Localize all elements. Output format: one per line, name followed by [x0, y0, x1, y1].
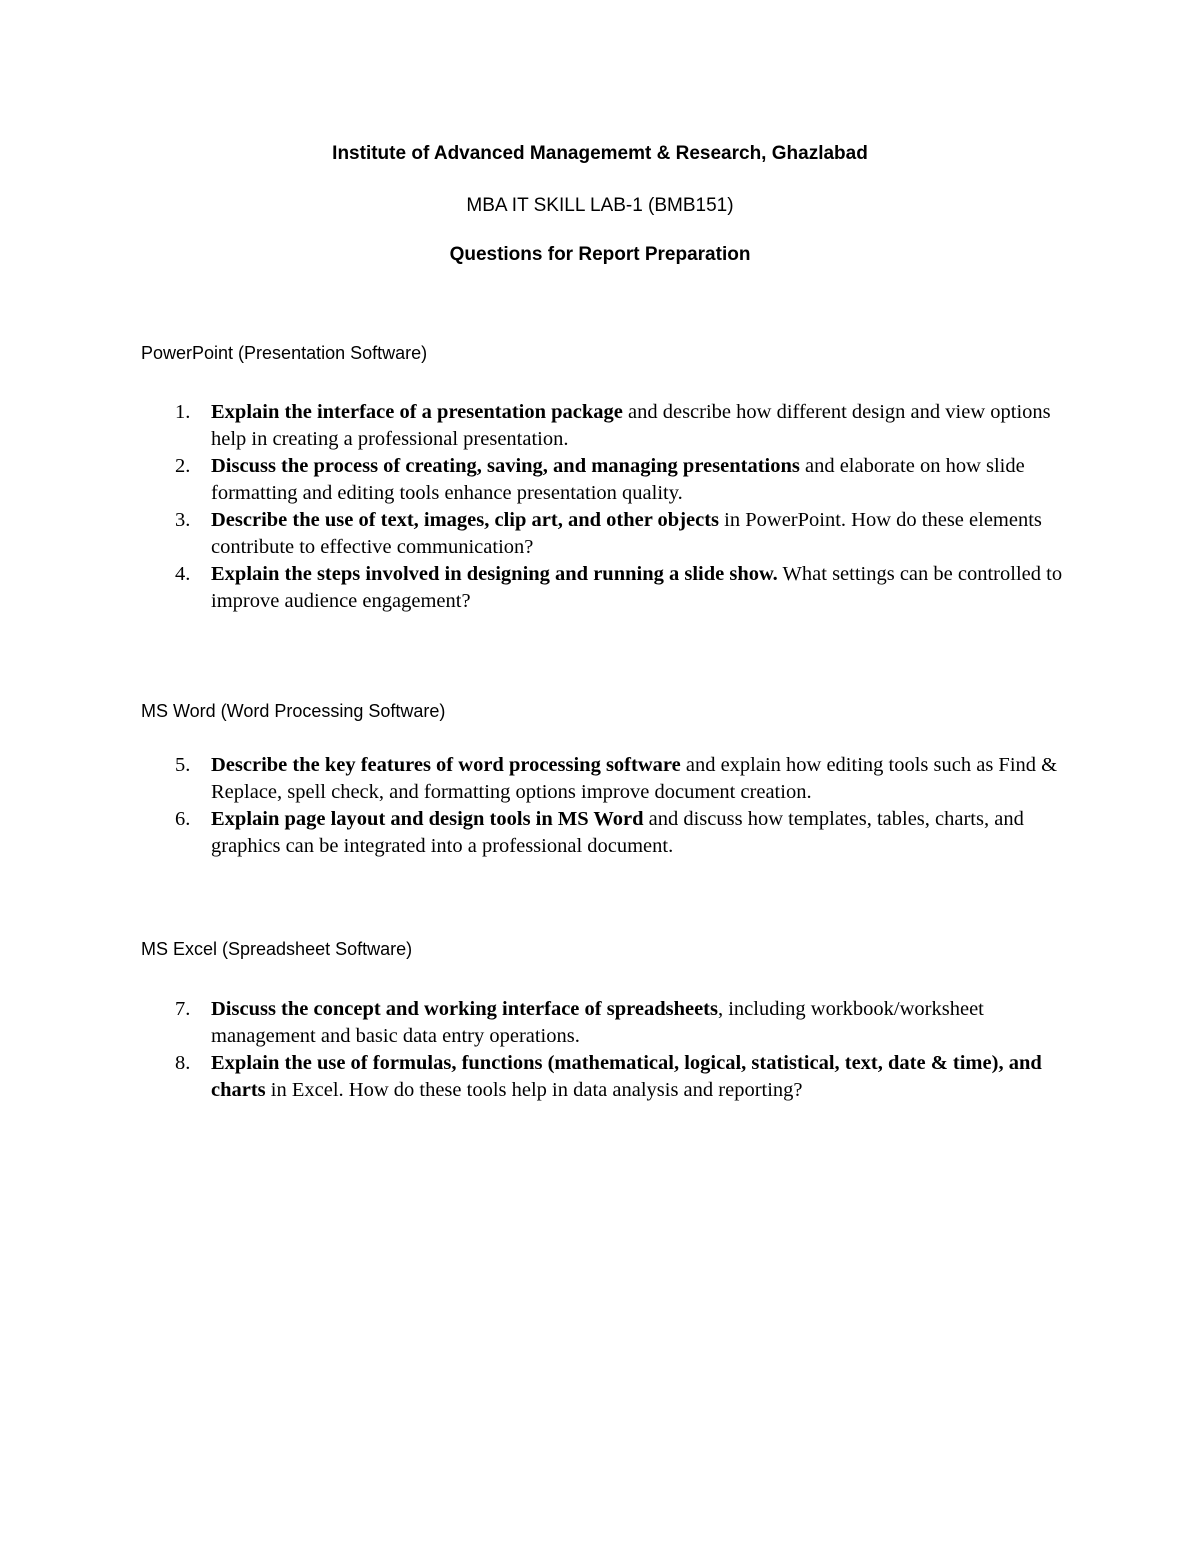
question-number: 1.	[175, 401, 191, 423]
question-text: in PowerPoint. How do these elements contribute to effective communication?	[211, 509, 1042, 558]
question-number: 4.	[175, 563, 191, 585]
question-text: and explain how editing tools such as Find & Replace, spell check, and formatting options improve document creation.	[211, 754, 1058, 803]
question-item	[171, 806, 1076, 860]
question-text: and describe how different design and view options help in creating a professional presentation.	[211, 401, 1051, 450]
question-text: and discuss how templates, tables, charts, and graphics can be integrated into a professional document.	[211, 808, 1024, 857]
question-item	[171, 996, 1076, 1050]
question-list-powerpoint	[171, 399, 1076, 615]
question-text: in Excel. How do these tools help in data analysis and reporting?	[265, 1079, 803, 1101]
question-list-word	[171, 752, 1076, 860]
question-number: 5.	[175, 754, 191, 776]
question-item	[171, 752, 1076, 806]
question-lead: Describe the use of text, images, clip art, and other objects	[211, 509, 720, 531]
question-item	[171, 507, 1076, 561]
course-code: MBA IT SKILL LAB-1 (BMB151)	[466, 195, 734, 216]
institute-name: Institute of Advanced Managememt & Research, Ghazlabad	[332, 143, 868, 164]
question-list-excel	[171, 996, 1076, 1104]
question-number: 6.	[175, 808, 191, 830]
section-heading-word: MS Word (Word Processing Software)	[141, 701, 446, 721]
question-lead: Explain the steps involved in designing and running a slide show.	[211, 563, 778, 585]
question-number: 3.	[175, 509, 191, 531]
page-title: Questions for Report Preparation	[449, 244, 751, 265]
question-lead: Describe the key features of word processing software	[211, 754, 681, 776]
question-lead: Explain page layout and design tools in MS Word	[211, 808, 644, 830]
question-item	[171, 453, 1076, 507]
question-lead: Explain the interface of a presentation package	[211, 401, 623, 423]
question-number: 8.	[175, 1052, 191, 1074]
question-item	[171, 399, 1076, 453]
question-lead: Discuss the process of creating, saving, and managing presentations	[211, 455, 800, 477]
section-heading-excel: MS Excel (Spreadsheet Software)	[141, 939, 413, 959]
question-lead: Explain the use of formulas, functions (mathematical, logical, statistical, text, date & time), and charts	[211, 1052, 1042, 1101]
question-lead: Discuss the concept and working interface of spreadsheets	[211, 998, 718, 1020]
question-text: What settings can be controlled to improve audience engagement?	[211, 563, 1063, 612]
question-number: 2.	[175, 455, 191, 477]
section-heading-powerpoint: PowerPoint (Presentation Software)	[141, 343, 428, 363]
question-text: and elaborate on how slide formatting and editing tools enhance presentation quality.	[211, 455, 1025, 504]
question-number: 7.	[175, 998, 191, 1020]
question-text: , including workbook/worksheet management and basic data entry operations.	[211, 998, 984, 1047]
question-item	[171, 1050, 1076, 1104]
question-item	[171, 561, 1076, 615]
